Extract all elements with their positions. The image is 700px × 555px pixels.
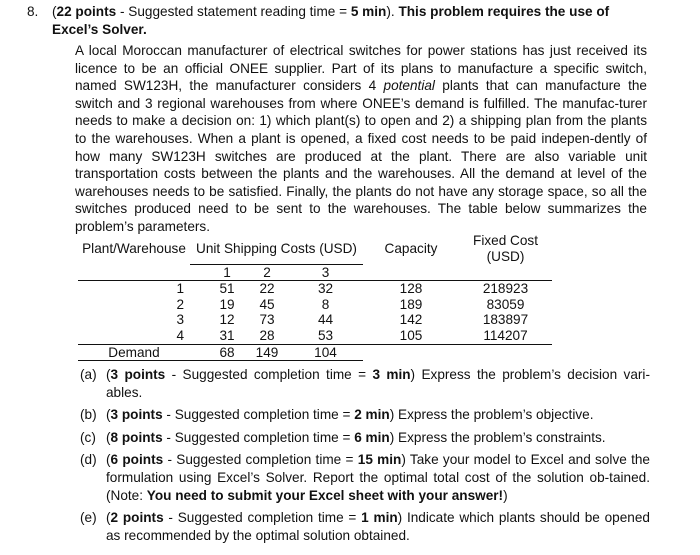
warehouse-3: 3 — [321, 264, 330, 280]
demand-row — [78, 344, 552, 361]
capacity-cell: 128 — [363, 281, 459, 297]
part-label: (c) — [80, 429, 96, 445]
table-row — [78, 328, 552, 344]
plant-label: 4 — [78, 328, 190, 344]
demand-cell: 104 — [288, 344, 363, 361]
question-time-text: - Suggested statement reading time = — [116, 4, 351, 19]
question-points: 22 points — [56, 4, 117, 19]
table-row — [78, 312, 552, 328]
demand-cell: 68 — [208, 344, 246, 361]
cost-cell: 45 — [259, 296, 275, 312]
statement-part1: A local Moroccan manufacturer of electrical switches for power stations has just received its licence to be an official ONEE supplier. Part of its plans to manufacture a specific switch, named SW123H, the manufacturer considers 4 — [75, 43, 647, 94]
part-time-text: - Suggested completion time = — [162, 429, 355, 445]
part-time-text: - Suggested completion time = — [165, 367, 373, 382]
fixed-cost-cell: 83059 — [486, 296, 525, 312]
cost-cell: 22 — [246, 281, 288, 297]
part-label: (e) — [80, 510, 97, 526]
cost-cell: 73 — [259, 312, 275, 328]
sub-question-c: (c) (8 points - Suggested completion time = 6 min) Express the problem’s constraints. — [80, 429, 606, 445]
statement-part2: plants that can manufacture the switch and 3 regional warehouses from where ONEE’s demand is fulfilled. The manufac-turer needs to make a decision on: 1) which plant(s) to open and 2) a shipping plan from the plants to the warehouses. When a plant is opened, a fixed cost needs to be paid indepen-dently of how many SW123H switches are produced at the plant. There are also variable unit transportation costs between the plants and the warehouses. All the demand at level of the warehouses needs to be satisfied. Finally, the plants do not have any storage space, so all the switches produced need to be sent to the warehouses. The table below summarizes the problem’s parameters. — [75, 78, 647, 234]
cost-cell: 8 — [321, 296, 330, 312]
cost-cell: 51 — [208, 281, 246, 297]
parameters-table — [78, 233, 552, 361]
demand-label: Demand — [78, 344, 190, 361]
part-points: 3 points — [110, 367, 166, 382]
part-points: 3 points — [110, 407, 163, 423]
sub-question-e: (e) (2 points - Suggested completion time = 1 min) Indicate which plants should be opened as recommended by the optimal solution obtained. — [80, 510, 650, 543]
fixed-cost-cell: 114207 — [459, 328, 552, 344]
cost-cell: 31 — [208, 328, 246, 344]
part-time-text: - Suggested completion time = — [163, 510, 362, 526]
plant-label: 1 — [78, 281, 190, 297]
cost-cell: 32 — [288, 281, 363, 297]
cost-cell: 28 — [246, 328, 288, 344]
warehouse-index-row — [78, 264, 552, 281]
capacity-cell: 142 — [399, 312, 423, 328]
question-number: 8. — [27, 4, 39, 19]
sub-question-a: (a) (3 points - Suggested completion time = 3 min) Express the problem’s decision vari-ables. — [80, 367, 650, 400]
warehouse-1: 1 — [223, 264, 231, 280]
plant-label: 2 — [176, 296, 184, 312]
header-fixed-cost: Fixed Cost (USD) — [473, 233, 538, 264]
table-row — [78, 281, 552, 297]
part-label: (a) — [80, 367, 97, 382]
part-text: Express the problem’s objective. — [394, 407, 594, 423]
part-text: Express the problem’s decision vari-ables. — [106, 367, 650, 400]
warehouse-2: 2 — [263, 264, 271, 280]
capacity-cell: 105 — [363, 328, 459, 344]
part-points: 2 points — [110, 510, 164, 526]
cost-cell: 53 — [288, 328, 363, 344]
part-text: Express the problem’s constraints. — [394, 429, 606, 445]
fixed-cost-cell: 183897 — [482, 312, 529, 328]
part-time: 1 min — [361, 510, 398, 526]
plant-label: 3 — [176, 312, 184, 328]
question-time: 5 min — [350, 4, 387, 19]
part-time: 2 min — [354, 407, 390, 423]
demand-cell: 149 — [246, 344, 288, 361]
table-header-row — [78, 233, 552, 264]
fixed-cost-cell: 218923 — [459, 281, 552, 297]
cost-cell: 44 — [317, 312, 334, 328]
part-time-text: - Suggested completion time = — [162, 407, 355, 423]
part-points: 8 points — [110, 429, 163, 445]
table-row — [78, 297, 552, 313]
part-time: 3 min — [372, 367, 411, 382]
cost-cell: 19 — [219, 296, 235, 312]
part-time: 15 min — [357, 452, 402, 468]
part-end: ) — [503, 487, 508, 503]
problem-statement — [75, 42, 647, 236]
statement-italic: potential — [383, 78, 435, 94]
sub-question-b: (b) (3 points - Suggested completion time = 2 min) Express the problem’s objective. — [80, 407, 594, 423]
part-bold-note: You need to submit your Excel sheet with your answer! — [146, 487, 504, 503]
part-text: Indicate which plants should be opened as recommended by the optimal solution obtained. — [106, 510, 650, 543]
capacity-cell: 189 — [399, 296, 423, 312]
sub-question-d: (d) (6 points - Suggested completion time = 15 min) Take your model to Excel and solve the formulation using Excel’s Solver. Report the optimal total cost of the solution ob-tained. (Note: You need to submit your Excel sheet with your answer!) — [80, 452, 650, 503]
part-points: 6 points — [110, 452, 164, 468]
header-plant-warehouse: Plant/Warehouse — [82, 240, 186, 256]
part-label: (b) — [80, 407, 97, 423]
header-shipping: Unit Shipping Costs (USD) — [190, 233, 363, 264]
header-capacity: Capacity — [384, 240, 438, 256]
part-label: (d) — [80, 452, 97, 468]
part-text: Take your model to Excel and solve the formulation using Excel’s Solver. Report the optimal total cost of the solution ob-tained. (Note: — [106, 452, 650, 503]
sub-questions — [80, 366, 650, 549]
part-time-text: - Suggested completion time = — [163, 452, 358, 468]
question-requirement: This problem requires the use of Excel’s Solver. — [52, 4, 610, 37]
question-header: (22 points - Suggested statement reading time = 5 min). This problem requires the use of Excel’s Solver. — [52, 4, 610, 37]
cost-cell: 12 — [219, 312, 235, 328]
part-time: 6 min — [354, 429, 390, 445]
